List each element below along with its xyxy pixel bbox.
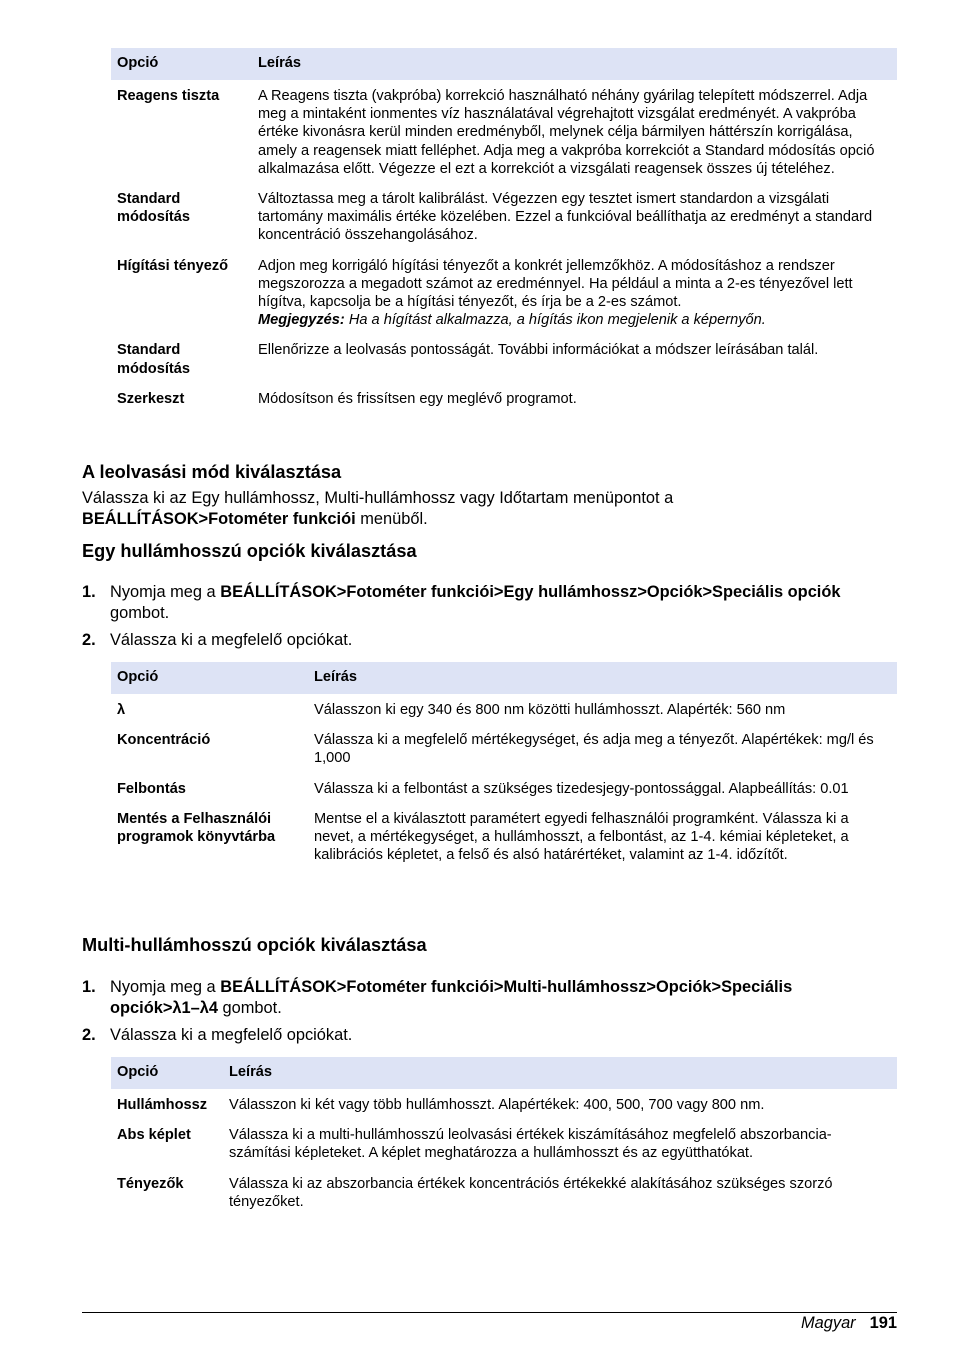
option-description-text: Adjon meg korrigáló hígítási tényezőt a konkrét jellemzőkhöz. A módosításhoz a rendszer megszorozza a megadott számot az eredménnyel. Ha például a minta a 2-es tényezővel lett hígítva, kapcsolja be a hígítási tényezőt, és írja be a 2-es számot. — [258, 257, 853, 311]
step-text-part: Nyomja meg a — [110, 978, 221, 996]
option-name: Standard módosítás — [117, 191, 190, 226]
table-row — [111, 803, 897, 870]
section-heading-reading-mode: A leolvasási mód kiválasztása — [82, 462, 342, 482]
table-row — [111, 80, 897, 183]
table-row — [111, 1089, 897, 1119]
option-name: Hígítási tényező — [117, 257, 229, 274]
option-description: Módosítson és frissítsen egy meglévő programot. — [258, 390, 577, 407]
option-name: λ — [117, 702, 126, 718]
step-number: 2. — [82, 631, 96, 649]
table-row — [111, 1168, 897, 1216]
step-text: Válassza ki a megfelelő opciókat. — [110, 1026, 353, 1044]
table-header-option: Opció — [111, 662, 308, 694]
step-text: Válassza ki a megfelelő opciókat. — [110, 631, 353, 649]
table-row — [111, 334, 897, 382]
step-number: 1. — [82, 583, 96, 601]
table-header-description: Leírás — [308, 662, 897, 694]
option-description: Változtassa meg a tárolt kalibrálást. Végezzen egy tesztet ismert standardon a vizsgálati tartomány maximális értéke közelében. Ezzel a funkcióval beállíthatja az eredményt a standard koncentráció összehangolásához. — [258, 191, 873, 244]
section-heading-multi-wavelength: Multi-hullámhosszú opciók kiválasztása — [82, 935, 427, 955]
table-row — [111, 694, 897, 724]
step-text-part: gombot. — [217, 999, 282, 1017]
table-header-option: Opció — [111, 1057, 223, 1089]
paragraph-text: menüből. — [355, 510, 428, 528]
footer-divider — [82, 1312, 897, 1313]
table-header-option: Opció — [111, 48, 252, 80]
option-name: Szerkeszt — [117, 390, 185, 407]
table-header-row — [111, 48, 897, 80]
option-description: Válasszon ki két vagy több hullámhosszt. Alapértékek: 400, 500, 700 vagy 800 nm. — [229, 1097, 765, 1113]
option-description: Ellenőrizze a leolvasás pontosságát. További információkat a módszer leírásában talál. — [258, 342, 819, 359]
footer-language: Magyar — [800, 1314, 856, 1332]
table-row — [111, 1119, 897, 1167]
option-description: A Reagens tiszta (vakpróba) korrekció használható néhány gyárilag telepített módszerrel. Adja meg a mintaként ionmentes víz használatával végrehajtott vizsgálat eredményét. A vakpróba értéke kivonásra kerül minden eredményből, melynek célja bármilyen háttérszín korrigálása, amely a reagensek miatt felléphet. Adja meg a vakpróba korrekciót a Standard módosítás opció alkalmazása előtt. Végezze el ezt a korrekciót a vizsgálati reagensek összes új tételéhez. — [258, 88, 875, 177]
menu-path: BEÁLLÍTÁSOK>Fotométer funkciói>Egy hullámhossz>Opciók>Speciális opciók — [220, 583, 841, 601]
option-description: Válassza ki a multi-hullámhosszú leolvasási értékek kiszámításához megfelelő abszorbancia-számítási képleteket. A képlet meghatározza a hullámhosszt és az együtthatókat. — [229, 1127, 832, 1162]
table-row — [111, 250, 897, 335]
table-header-description: Leírás — [223, 1057, 897, 1089]
table-header-row — [111, 1057, 897, 1089]
step-item — [82, 1025, 882, 1046]
note-text: Ha a hígítást alkalmazza, a hígítás ikon megjelenik a képernyőn. — [344, 312, 766, 329]
option-name: Reagens tiszta — [117, 88, 220, 104]
step-item — [82, 977, 882, 1019]
option-name: Koncentráció — [117, 732, 211, 749]
page-number: 191 — [869, 1314, 897, 1332]
option-description — [252, 250, 897, 335]
option-name: Standard módosítás — [117, 342, 190, 377]
option-description: Mentse el a kiválasztott paramétert egyedi felhasználói programként. Válassza ki a nevet, a mértékegységet, a hullámhosszt, a felbontást, az 1-4. kémiai képleteket, a kalibrációs képletet, a felső és alsó határértéket, valamint az 1-4. időzítőt. — [314, 810, 849, 864]
step-item — [82, 630, 882, 651]
step-item — [82, 582, 882, 624]
options-table-general — [111, 48, 897, 413]
step-text — [110, 977, 882, 1019]
option-name: Abs képlet — [117, 1127, 191, 1144]
step-text — [110, 582, 882, 624]
menu-path: BEÁLLÍTÁSOK>Fotométer funkciói>Multi-hullámhossz>Opciók>Speciális opciók>λ1–λ4 — [110, 978, 793, 1017]
step-text-part: gombot. — [110, 604, 170, 622]
paragraph-text: Válassza ki az Egy hullámhossz, Multi-hullámhossz vagy Időtartam menüpontot a — [82, 489, 674, 507]
step-number: 2. — [82, 1026, 96, 1044]
option-name: Mentés a Felhasználói programok könyvtárba — [117, 810, 276, 846]
option-name: Hullámhossz — [117, 1097, 208, 1113]
table-row — [111, 773, 897, 803]
option-description: Válassza ki a megfelelő mértékegységet, és adja meg a tényezőt. Alapértékek: mg/l és 1,000 — [314, 732, 874, 767]
section-heading-single-wavelength: Egy hullámhosszú opciók kiválasztása — [82, 541, 417, 561]
option-description: Válasszon ki egy 340 és 800 nm közötti hullámhosszt. Alapérték: 560 nm — [314, 702, 786, 718]
option-description: Válassza ki az abszorbancia értékek koncentrációs értékekké alakításához szükséges szorzó tényezőket. — [229, 1175, 833, 1210]
table-header-row — [111, 662, 897, 694]
page-footer — [801, 1313, 897, 1333]
table-header-description: Leírás — [252, 48, 897, 80]
option-name: Felbontás — [117, 780, 186, 797]
step-number: 1. — [82, 978, 96, 996]
menu-path: BEÁLLÍTÁSOK>Fotométer funkciói — [82, 510, 356, 528]
step-text-part: Nyomja meg a — [110, 583, 221, 601]
section-paragraph-reading-mode — [82, 488, 882, 530]
option-description: Válassza ki a felbontást a szükséges tizedesjegy-pontossággal. Alapbeállítás: 0.01 — [314, 780, 849, 797]
note-label: Megjegyzés: — [258, 312, 345, 329]
note — [258, 312, 766, 328]
options-table-multi-wavelength — [111, 1057, 897, 1216]
table-row — [111, 724, 897, 772]
options-table-single-wavelength — [111, 662, 897, 869]
table-row — [111, 383, 897, 413]
table-row — [111, 183, 897, 250]
option-name: Tényezők — [117, 1175, 184, 1192]
